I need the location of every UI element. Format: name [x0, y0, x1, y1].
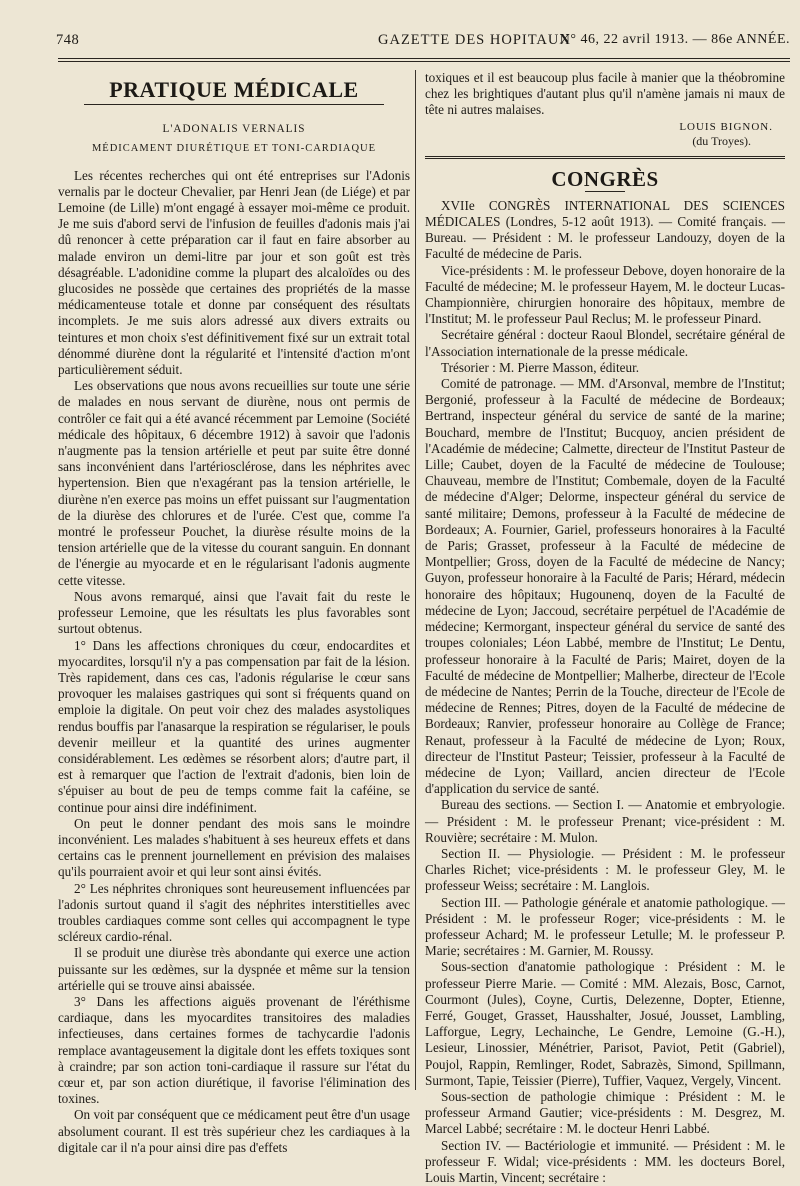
paragraph: Sous-section de pathologie chimique : Président : M. le professeur Armand Gautier; vice-présidents : M. Desgrez, M. Marcel Labbé; secrétaire : M. le docteur Henri Labbé.	[425, 1088, 785, 1137]
paragraph: Nous avons remarqué, ainsi que l'avait fait du reste le professeur Lemoine, que les résultats les plus favorables sont surtout obtenus.	[58, 588, 410, 637]
signature-place: (du Troyes).	[692, 133, 751, 148]
paragraph: Section III. — Pathologie générale et anatomie pathologique. — Président : M. le professeur Roger; vice-présidents : M. le professeur Achard; M. le professeur Letulle; M. le professeur P. Marie; secrétaires : M. Garnier, M. Roussy.	[425, 894, 785, 959]
paragraph: Il se produit une diurèse très abondante qui exerce une action puissante sur les œdèmes, sur la dyspnée et même sur la tension artérielle qui se trouve ainsi abaissée.	[58, 945, 410, 993]
paragraph: 3° Dans les affections aiguës provenant de l'éréthisme cardiaque, dans les myocardites transitoires des maladies infectieuses, dans certaines formes de tachycardie l'adonis remplace avantageusement la digitale dont les effets toxiques sont à craindre; par son action toni-cardiaque il rassure sur l'état du cœur et, par son action diurétique, il favorise l'élimination des toxines.	[58, 993, 410, 1107]
paragraph: Comité de patronage. — MM. d'Arsonval, membre de l'Institut; Bergonié, professeur à la Faculté de médecine de Bordeaux; Bertrand, inspecteur général du service de santé de la marine; Bouchard, membre de l'Institut; Bucquoy, ancien président de l'Académie de médecine; Calmette, directeur de l'Institut Pasteur de Lille; Caubet, doyen de la Faculté de médecine de Toulouse; Chauveau, membre de l'Institut; Combemale, doyen de la Faculté de médecine d'Alger; Delorme, inspecteur général du service de santé militaire; Demons, professeur à la Faculté de médecine de Bordeaux; A. Fournier, Gariel, professeurs honoraires à la Faculté de Paris; Grasset, professeur à la Faculté de médecine de Montpellier; Gross, doyen de la Faculté de médecine de Nancy; Guyon, professeur honoraire à la Faculté de Paris; Hérard, médecin honoraire des hôpitaux; Hugounenq, doyen de la Faculté de médecine de Lyon; Jaccoud, secrétaire perpétuel de l'Académie de médecine; Kermorgant, inspecteur général du service de santé des troupes coloniales; Léon Labbé, membre de l'Institut; Le Dentu, professeur honoraire à la Faculté de Paris; Mairet, doyen de la Faculté de médecine de Montpellier; Malherbe, directeur de l'Ecole de médecine de Nantes; Perrin de la Touche, directeur de l'Ecole de médecine de Rennes; Pitres, doyen de la Faculté de médecine de Bordeaux; Ranvier, professeur honoraire au Collège de France; Renaut, professeur à la Faculté de médecine de Lyon; Roux, directeur de l'Institut Pasteur; Teissier, professeur à la Faculté de médecine de Lyon; Vaillard, ancien directeur de l'Ecole d'application du service de santé.	[425, 376, 785, 797]
signature-name: LOUIS BIGNON.	[679, 120, 773, 133]
right-column	[425, 70, 785, 1186]
header-rule-second	[58, 61, 790, 62]
congress-heading: XVIIe CONGRÈS INTERNATIONAL DES SCIENCES MÉDICALES (Londres, 5-12 août 1913). — Comité français. — Bureau. — Président : M. le professeur Landouzy, doyen de la Faculté de médecine de Paris.	[425, 197, 785, 262]
paragraph: Les observations que nous avons recueillies sur toute une série de malades en nous servant de diurène, nous ont permis de contrôler ce fait qui a été avancé récemment par Lemoine (Société médicale des hôpitaux, 6 décembre 1912) à savoir que l'adonis n'augmente pas la tension artérielle et peut par suite être donné sans inconvénient dans l'artériosclérose, dans les néphrites avec hypertension. Bien que n'exagérant pas la tension artérielle, le diurène n'en exerce pas moins un effet puissant sur l'augmentation de la diurèse des chlorures et de l'urée. C'est que, comme l'a montré le professeur Pouchet, la diurèse résulte moins de la tension artérielle que de la vitesse du courant sanguin. En donnant de l'énergie au myocarde et en le régularisant l'adonis augmente cette vitesse.	[58, 378, 410, 588]
continuation-paragraph: toxiques et il est beaucoup plus facile à manier que la théobromine chez les brightiques d'autant plus qu'il n'amène jamais ni maux de tête ni autres malaises.	[425, 70, 785, 118]
section-separator	[425, 156, 785, 159]
section-underline	[84, 104, 384, 105]
section-title-pratique: PRATIQUE MÉDICALE	[109, 77, 359, 102]
article-title: L'ADONALIS VERNALIS	[162, 123, 306, 136]
paragraph: Vice-présidents : M. le professeur Debove, doyen honoraire de la Faculté de médecine; M. le professeur Hayem, M. le docteur Lucas-Championnière, chirurgien honoraire des hôpitaux, membre de l'Institut; M. le professeur Paul Reclus; M. le professeur Pinard.	[425, 262, 785, 327]
paragraph: On peut le donner pendant des mois sans le moindre inconvénient. Les malades s'habituent à ses heureux effets et dans certains cas le prennent journellement en prévision des malaises qu'ils pourraient avoir et qui leur sont ainsi évités.	[58, 815, 410, 880]
section-underline	[585, 191, 625, 192]
journal-title: GAZETTE DES HOPITAUX	[378, 32, 571, 48]
issue-info: N° 46, 22 avril 1913. — 86e ANNÉE.	[559, 32, 790, 47]
running-header	[50, 32, 790, 54]
left-column	[58, 70, 410, 1156]
paragraph: 1° Dans les affections chroniques du cœur, endocardites et myocardites, lorsqu'il n'y a pas compensation par fait de la lésion. Très rapidement, dans ces cas, l'adonis régularise le cœur sans provoquer les malaises gastriques qui sont si fréquents quand on emploie la digitale. On peut voir chez des malades asystoliques rendus bouffis par l'anasarque la respiration se régulariser, le pouls devenir meilleur et la quantité des urines augmenter considérablement. Les œdèmes se résorbent alors; d'autre part, il est à remarquer que l'action de l'extrait d'adonis, bien loin de s'épuiser au bout de peu de temps comme fait la caféine, se continue pour ainsi dire indéfiniment.	[58, 637, 410, 815]
paragraph: Section IV. — Bactériologie et immunité. — Président : M. le professeur F. Widal; vice-présidents : MM. les docteurs Borel, Louis Martin, Vincent; secrétaire :	[425, 1137, 785, 1185]
page-number: 748	[56, 32, 80, 48]
article-subtitle: MÉDICAMENT DIURÉTIQUE ET TONI-CARDIAQUE	[91, 143, 377, 155]
column-divider	[415, 70, 416, 1090]
paragraph: Les récentes recherches qui ont été entreprises sur l'Adonis vernalis par le docteur Chevalier, par Henri Jean (de Liége) et par Lemoine (de Lille) m'ont engagé à essayer moi-même ce produit. Je me suis d'abord servi de l'infusion de feuilles d'adonis mais j'ai dû renoncer à cette préparation car il faut en faire absorber au malade environ un demi-litre par jour et son goût est très désagréable. L'adonidine comme la plupart des alcaloïdes ou des glucosides ne possède que certaines des propriétés de la masse médicamenteuse totale et donne par conséquent des résultats incomplets. Je me suis alors adressé aux divers extraits ou teintures et mon choix s'est définitivement fixé sur un extrait total dénommé diurène dont la régularité et l'intensité d'action m'ont particulièrement séduit.	[58, 167, 410, 378]
paragraph: On voit par conséquent que ce médicament peut être d'un usage absolument courant. Il est très supérieur chez les cardiaques à la digitale car il n'a pour ainsi dire pas d'effets	[58, 1107, 410, 1155]
paragraph: 2° Les néphrites chroniques sont heureusement influencées par l'adonis surtout quand il s'agit des néphrites interstitielles avec troubles cardiaques comme sont celles qui accompagnent le type scléreux cardio-rénal.	[58, 880, 410, 945]
header-rule	[58, 58, 790, 59]
paragraph: Sous-section d'anatomie pathologique : Président : M. le professeur Pierre Marie. — Comité : MM. Alezais, Bosc, Carnot, Courmont (Jules), Coyne, Curtis, Delezenne, Dopter, Etienne, Ferré, Gouget, Grasset, Hausshalter, Josué, Jousset, Lambling, Lafforgue, Legry, Lechainche, Le Gendre, Lemoine (G.-H.), Lesieur, Linossier, Ménétrier, Parisot, Paviot, Petit (Gabriel), Poujol, Rappin, Remlinger, Rodet, Sabrazès, Simond, Spillmann, Surmont, Tapie, Teissier (Pierre), Tuffier, Vaquez, Vergely, Vincent.	[425, 959, 785, 1088]
paragraph: Section II. — Physiologie. — Président : M. le professeur Charles Richet; vice-présidents : M. le professeur Gley, M. le professeur Weiss; secrétaire : M. Langlois.	[425, 845, 785, 894]
section-title-congres: CONGRÈS	[551, 166, 659, 191]
paragraph: Trésorier : M. Pierre Masson, éditeur.	[441, 359, 640, 375]
paragraph: Bureau des sections. — Section I. — Anatomie et embryologie. — Président : M. le professeur Prenant; vice-président : M. Rouvière; secrétaire : M. Mulon.	[425, 797, 785, 845]
paragraph: Secrétaire général : docteur Raoul Blondel, secrétaire général de l'Association internationale de la presse médicale.	[425, 327, 785, 359]
